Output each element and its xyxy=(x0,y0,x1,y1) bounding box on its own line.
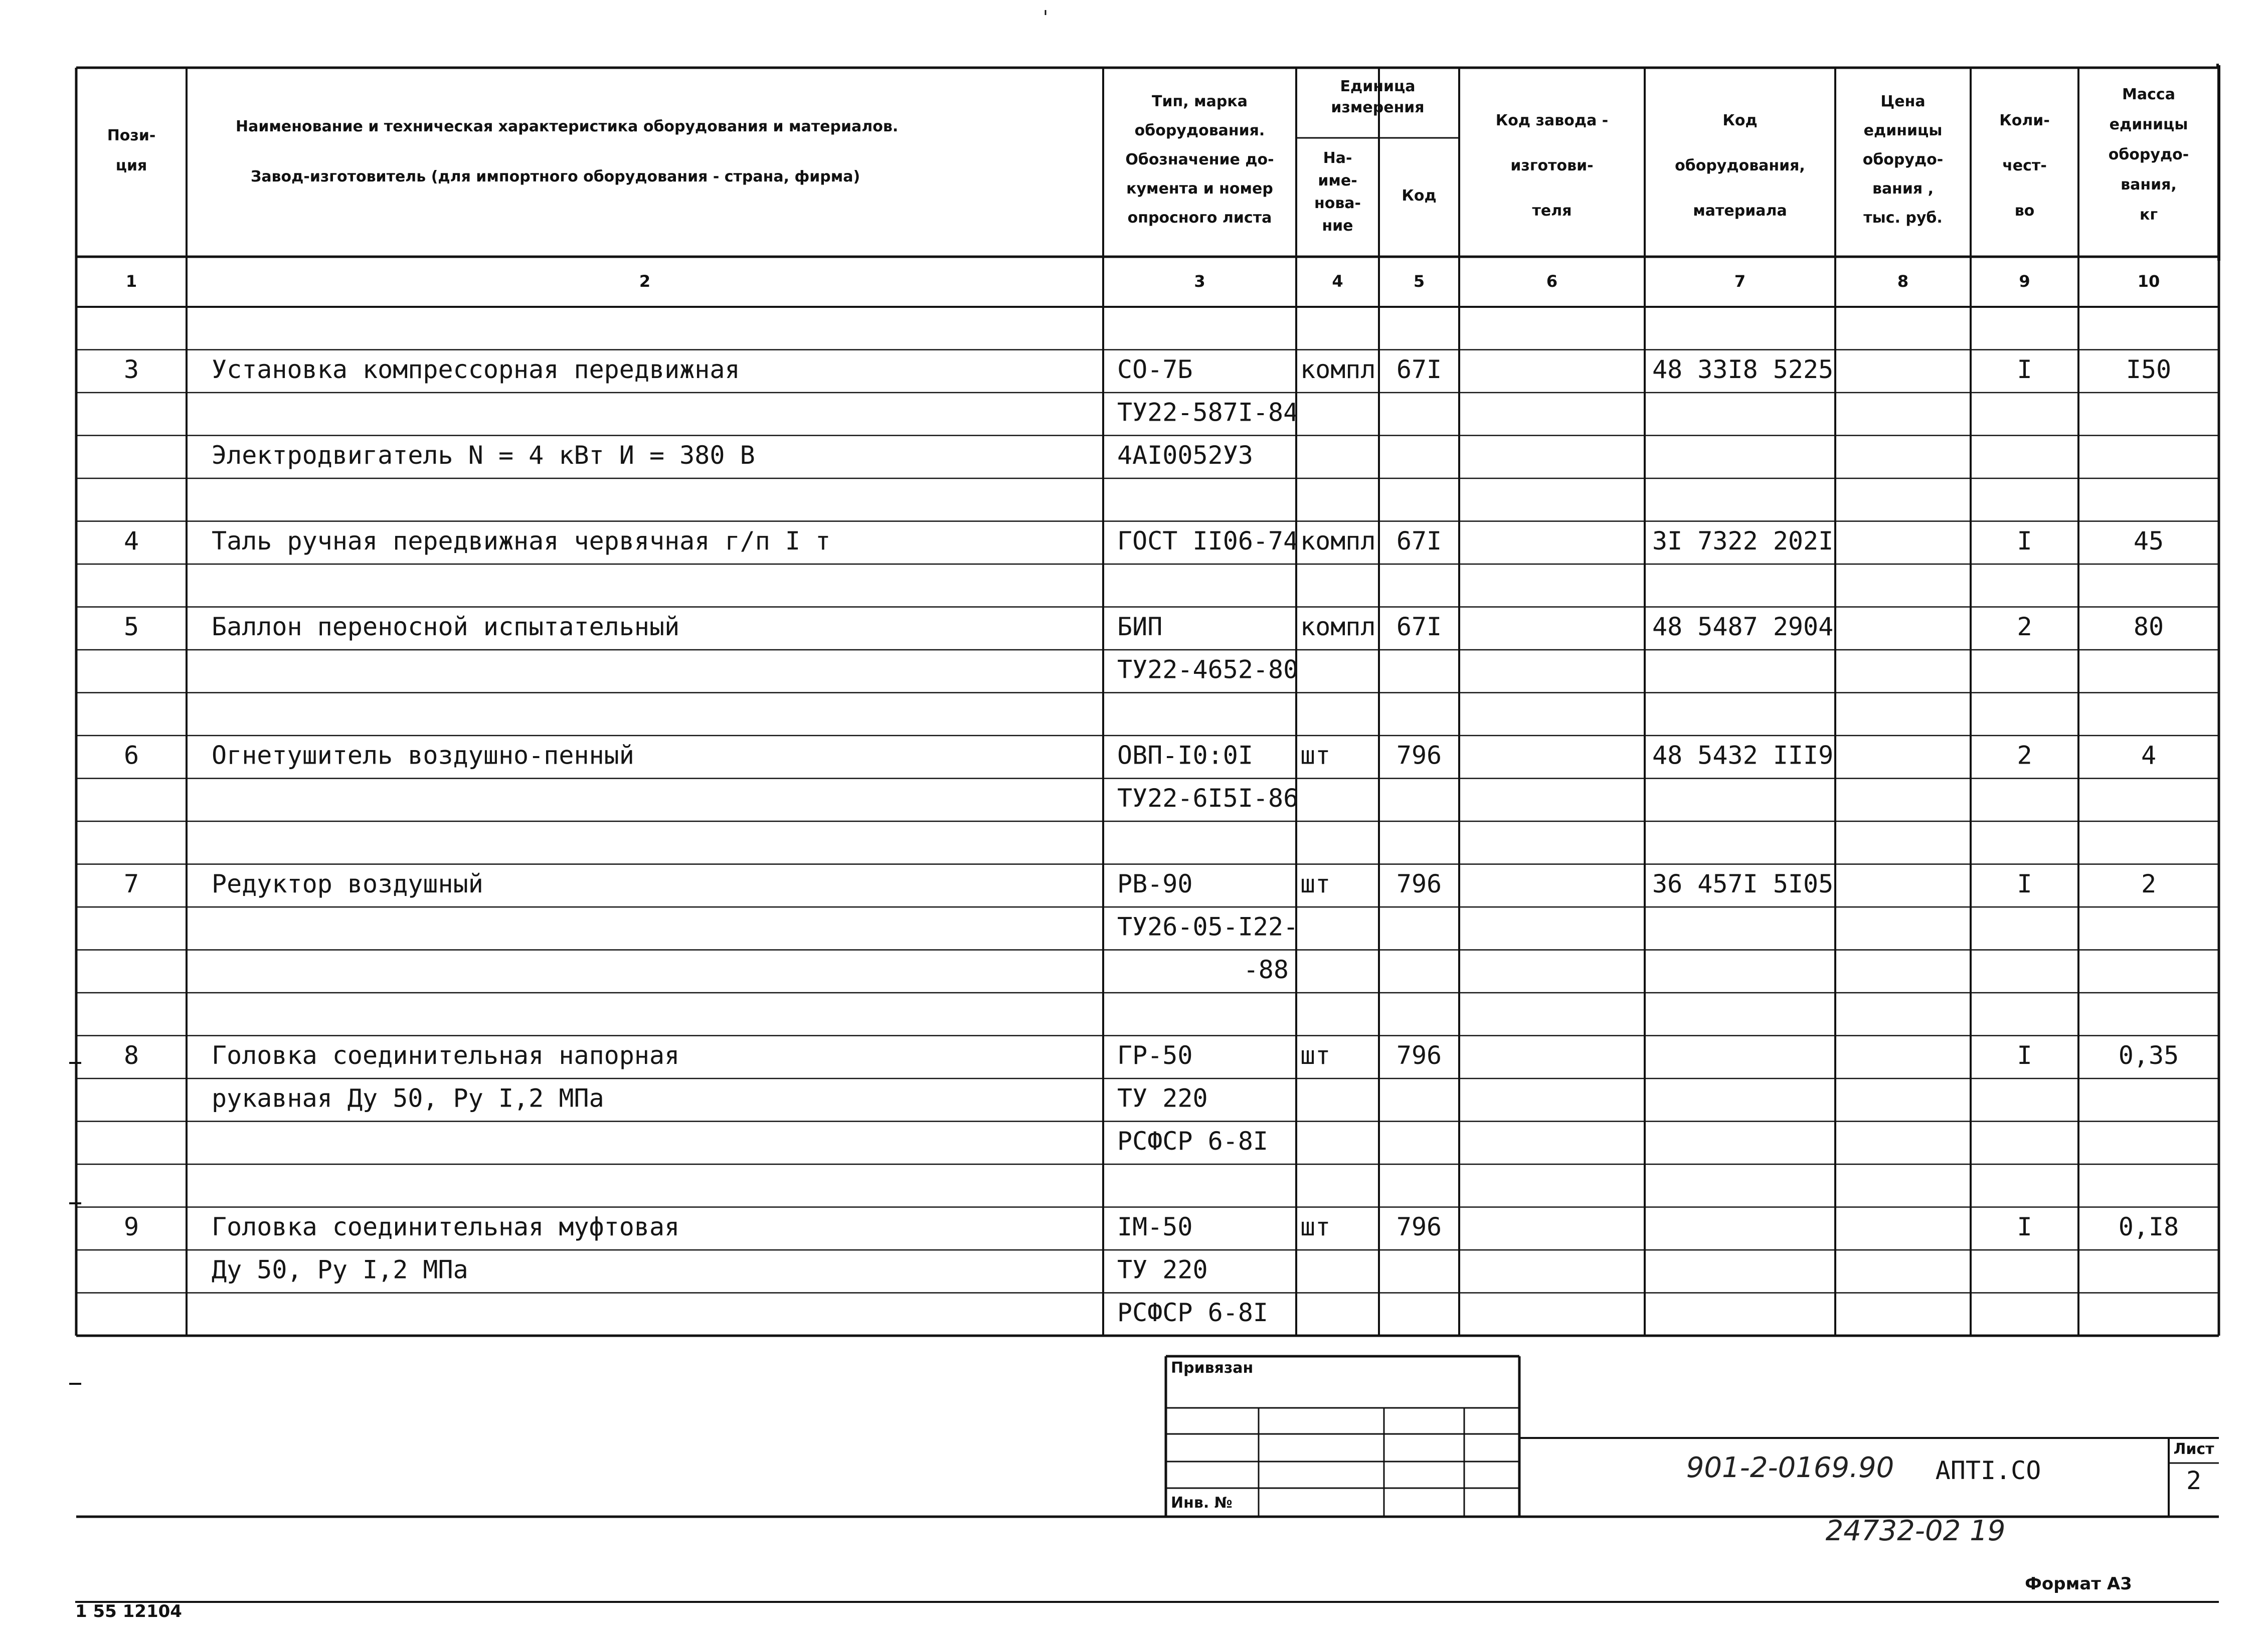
header-quantity: Коли- xyxy=(1999,112,2050,129)
header-factory-code: Код завода - xyxy=(1495,112,1609,129)
stamp-privyazan: Привязан xyxy=(1171,1359,1254,1377)
row-quantity: I xyxy=(2017,526,2032,556)
header-maker: Завод-изготовитель (для импортного оборудования - страна, фирма) xyxy=(251,168,860,186)
title-block-stamp xyxy=(69,10,2219,1621)
row-unit: шт xyxy=(1300,1212,1331,1241)
header-unit-name: ние xyxy=(1322,217,1353,235)
header-position: ция xyxy=(115,157,147,174)
column-number: 4 xyxy=(1332,272,1343,291)
row-position: 8 xyxy=(123,1040,139,1070)
row-unit: шт xyxy=(1300,741,1331,770)
row-position: 4 xyxy=(123,526,139,556)
row-unit-code: 796 xyxy=(1396,741,1442,770)
row-name: Таль ручная передвижная червячная г/п I т xyxy=(212,526,831,556)
table-body xyxy=(124,355,2179,1327)
row-quantity: 2 xyxy=(2017,612,2032,641)
row-name: Головка соединительная напорная xyxy=(212,1040,680,1070)
row-type: ТУ22-4652-80 xyxy=(1117,655,1299,684)
row-position: 5 xyxy=(123,612,139,641)
row-type: -88 xyxy=(1243,955,1289,984)
row-position: 7 xyxy=(123,869,139,898)
column-number: 5 xyxy=(1413,272,1425,291)
header-quantity: чест- xyxy=(2002,157,2047,174)
row-type: БИП xyxy=(1117,612,1163,641)
row-equipment-code: 48 5432 III9 xyxy=(1652,741,1834,770)
row-type: ТУ 220 xyxy=(1117,1083,1208,1113)
print-code: 1 55 12104 xyxy=(75,1601,182,1621)
document-designation: 901-2-0169.90 xyxy=(1686,1452,1894,1484)
row-quantity: I xyxy=(2017,1040,2032,1070)
header-type: оборудования. xyxy=(1134,122,1265,139)
column-number: 6 xyxy=(1546,272,1558,291)
header-type: опросного листа xyxy=(1127,209,1272,227)
column-number: 2 xyxy=(639,272,651,291)
row-unit-code: 67I xyxy=(1396,526,1442,556)
header-equipment-code: Код xyxy=(1722,112,1758,129)
row-type: СО-7Б xyxy=(1117,354,1193,384)
row-name: Огнетушитель воздушно-пенный xyxy=(212,741,634,770)
row-type: РСФСР 6-8I xyxy=(1117,1126,1269,1156)
header-factory-code: изготови- xyxy=(1510,157,1594,174)
header-unit-group: измерения xyxy=(1331,99,1425,116)
row-type: ТУ22-6I5I-86 xyxy=(1117,783,1299,813)
header-mass: вания, xyxy=(2121,176,2177,194)
row-equipment-code: 3I 7322 202I xyxy=(1652,526,1834,556)
document-code: АПТI.СО xyxy=(1935,1456,2041,1485)
sheet-label: Лист xyxy=(2173,1440,2214,1458)
row-type: ГОСТ II06-74 xyxy=(1117,526,1299,556)
column-number: 10 xyxy=(2137,272,2160,291)
header-price: вания , xyxy=(1872,180,1934,198)
row-name: Установка компрессорная передвижная xyxy=(212,354,740,384)
row-unit-code: 67I xyxy=(1396,354,1442,384)
header-mass: Масса xyxy=(2122,86,2175,103)
header-price: единицы xyxy=(1863,122,1943,139)
column-number: 3 xyxy=(1194,272,1205,291)
row-mass: 0,I8 xyxy=(2118,1212,2179,1241)
header-quantity: во xyxy=(2014,202,2035,220)
row-type: ТУ26-05-I22- xyxy=(1117,912,1299,942)
row-name: Редуктор воздушный xyxy=(212,869,483,898)
header-type: Тип, марка xyxy=(1152,93,1248,110)
header-unit-name: име- xyxy=(1318,172,1357,190)
row-mass: I50 xyxy=(2126,354,2172,384)
row-quantity: I xyxy=(2017,1212,2032,1241)
row-unit-code: 796 xyxy=(1396,1040,1442,1070)
row-unit: компл xyxy=(1300,612,1376,641)
row-quantity: I xyxy=(2017,869,2032,898)
row-unit-code: 796 xyxy=(1396,1212,1442,1241)
header-mass: единицы xyxy=(2109,116,2188,133)
row-unit-code: 67I xyxy=(1396,612,1442,641)
header-name: Наименование и техническая характеристика оборудования и материалов. xyxy=(236,118,899,135)
handwritten-number: 24732-02 19 xyxy=(1825,1515,2006,1547)
header-price: Цена xyxy=(1880,93,1926,110)
row-unit: шт xyxy=(1300,869,1331,898)
header-mass: оборудо- xyxy=(2108,146,2189,163)
row-type: ОВП-I0:0I xyxy=(1117,741,1253,770)
row-quantity: 2 xyxy=(2017,741,2032,770)
header-type: кумента и номер xyxy=(1126,180,1273,198)
row-name: Головка соединительная муфтовая xyxy=(212,1212,680,1241)
header-mass: кг xyxy=(2139,206,2158,224)
header-type: Обозначение до- xyxy=(1125,151,1274,168)
header-equipment-code: оборудования, xyxy=(1675,157,1805,174)
row-type: ТУ22-587I-84 xyxy=(1117,398,1299,427)
row-equipment-code: 36 457I 5I05 xyxy=(1652,869,1834,898)
row-quantity: I xyxy=(2017,354,2032,384)
header-price: оборудо- xyxy=(1862,151,1944,168)
row-type: РСФСР 6-8I xyxy=(1117,1298,1269,1327)
row-position: 3 xyxy=(123,354,139,384)
row-unit: шт xyxy=(1300,1040,1331,1070)
column-number: 7 xyxy=(1734,272,1746,291)
header-unit-name: нова- xyxy=(1314,195,1361,212)
row-type: 4АI0052У3 xyxy=(1117,440,1253,470)
header-unit-code: Код xyxy=(1402,187,1437,205)
row-type: ГР-50 xyxy=(1117,1040,1193,1070)
row-mass: 45 xyxy=(2133,526,2164,556)
row-position: 6 xyxy=(123,741,139,770)
row-unit: компл xyxy=(1300,354,1376,384)
row-mass: 4 xyxy=(2141,741,2157,770)
row-type: ТУ 220 xyxy=(1117,1255,1208,1285)
header-position: Пози- xyxy=(107,127,156,144)
header-price: тыс. руб. xyxy=(1863,209,1943,227)
header-unit-name: На- xyxy=(1323,149,1352,167)
format-label: Формат А3 xyxy=(2025,1574,2132,1594)
row-equipment-code: 48 33I8 5225 xyxy=(1652,354,1834,384)
row-mass: 2 xyxy=(2141,869,2157,898)
sheet-number: 2 xyxy=(2186,1466,2202,1495)
row-name: Ду 50, Ру I,2 МПа xyxy=(212,1255,468,1285)
row-name: Баллон переносной испытательный xyxy=(212,612,680,641)
row-type: РВ-90 xyxy=(1117,869,1193,898)
column-number: 1 xyxy=(125,272,137,291)
row-mass: 80 xyxy=(2133,612,2164,641)
row-name: Электродвигатель N = 4 кВт И = 380 В xyxy=(212,440,755,470)
header-factory-code: теля xyxy=(1532,202,1572,220)
row-type: IМ-50 xyxy=(1117,1212,1193,1241)
table-header xyxy=(107,78,2189,291)
row-name: рукавная Ду 50, Ру I,2 МПа xyxy=(212,1083,604,1113)
column-number: 9 xyxy=(2019,272,2030,291)
row-mass: 0,35 xyxy=(2118,1040,2179,1070)
row-equipment-code: 48 5487 2904 xyxy=(1652,612,1834,641)
row-position: 9 xyxy=(123,1212,139,1241)
row-unit: компл xyxy=(1300,526,1376,556)
row-unit-code: 796 xyxy=(1396,869,1442,898)
header-unit-group: Единица xyxy=(1340,78,1416,95)
header-equipment-code: материала xyxy=(1693,202,1787,220)
column-number: 8 xyxy=(1897,272,1909,291)
stamp-inventory-number: Инв. № xyxy=(1171,1494,1233,1512)
